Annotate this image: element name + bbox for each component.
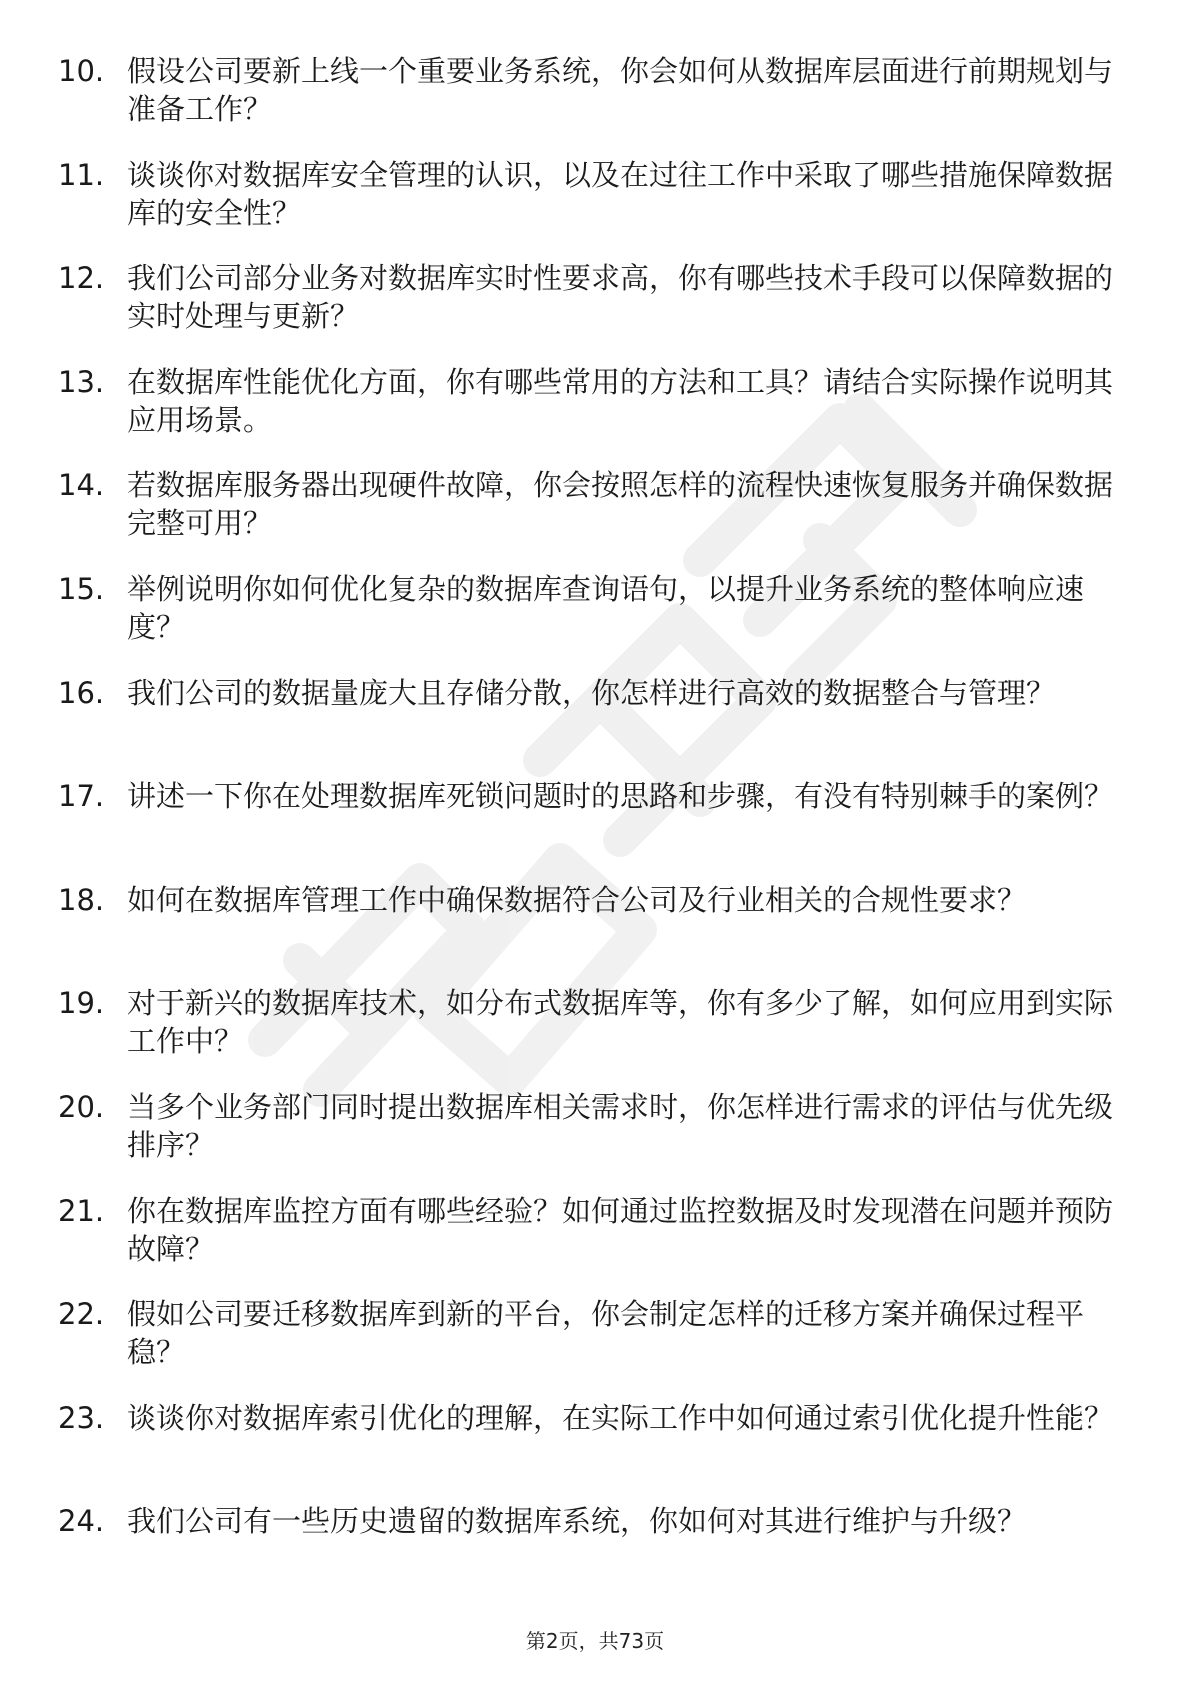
question-text: 我们公司有一些历史遗留的数据库系统，你如何对其进行维护与升级？ bbox=[127, 1504, 1027, 1539]
question-number: 19. bbox=[58, 986, 105, 1021]
list-item bbox=[0, 156, 1190, 260]
question-number: 14. bbox=[58, 468, 105, 503]
question-text: 谈谈你对数据库索引优化的理解，在实际工作中如何通过索引优化提升性能？ bbox=[127, 1400, 1114, 1435]
question-text: 我们公司部分业务对数据库实时性要求高，你有哪些技术手段可以保障数据的实时处理与更新？ bbox=[127, 261, 1114, 334]
list-item bbox=[0, 1192, 1190, 1296]
question-number: 20. bbox=[58, 1089, 105, 1124]
question-number: 21. bbox=[58, 1193, 105, 1228]
list-item bbox=[0, 674, 1190, 778]
question-number: 11. bbox=[58, 157, 105, 192]
list-item bbox=[0, 52, 1190, 156]
page-footer: 第2页，共73页 bbox=[525, 1629, 665, 1653]
question-text: 你在数据库监控方面有哪些经验？如何通过监控数据及时发现潜在问题并预防故障？ bbox=[127, 1193, 1114, 1266]
question-number: 10. bbox=[58, 54, 105, 88]
list-item bbox=[0, 570, 1190, 674]
list-item bbox=[0, 259, 1190, 363]
list-item bbox=[0, 466, 1190, 570]
list-item bbox=[0, 777, 1190, 881]
list-item bbox=[0, 1088, 1190, 1192]
question-number: 22. bbox=[58, 1297, 105, 1332]
question-text: 谈谈你对数据库安全管理的认识，以及在过往工作中采取了哪些措施保障数据库的安全性？ bbox=[127, 157, 1114, 230]
question-number: 15. bbox=[58, 571, 105, 606]
list-item bbox=[0, 1295, 1190, 1399]
question-text: 当多个业务部门同时提出数据库相关需求时，你怎样进行需求的评估与优先级排序？ bbox=[127, 1089, 1114, 1162]
question-number: 18. bbox=[58, 882, 105, 917]
question-number: 16. bbox=[58, 675, 105, 710]
question-number: 17. bbox=[58, 779, 105, 814]
question-text: 若数据库服务器出现硬件故障，你会按照怎样的流程快速恢复服务并确保数据完整可用？ bbox=[127, 468, 1114, 541]
question-text: 讲述一下你在处理数据库死锁问题时的思路和步骤，有没有特别棘手的案例？ bbox=[127, 779, 1114, 814]
question-text: 在数据库性能优化方面，你有哪些常用的方法和工具？请结合实际操作说明其应用场景。 bbox=[127, 364, 1114, 437]
list-item bbox=[0, 363, 1190, 467]
question-text: 我们公司的数据量庞大且存储分散，你怎样进行高效的数据整合与管理？ bbox=[127, 675, 1056, 710]
question-number: 12. bbox=[58, 261, 105, 296]
question-text: 假如公司要迁移数据库到新的平台，你会制定怎样的迁移方案并确保过程平稳？ bbox=[127, 1297, 1085, 1370]
list-item bbox=[0, 881, 1190, 985]
question-number: 13. bbox=[58, 364, 105, 399]
question-text: 如何在数据库管理工作中确保数据符合公司及行业相关的合规性要求？ bbox=[127, 882, 1027, 917]
list-item bbox=[0, 1502, 1190, 1606]
question-number: 23. bbox=[58, 1400, 105, 1435]
list-item bbox=[0, 1399, 1190, 1503]
question-list bbox=[0, 52, 1190, 1606]
question-number: 24. bbox=[58, 1504, 105, 1539]
question-text: 举例说明你如何优化复杂的数据库查询语句，以提升业务系统的整体响应速度？ bbox=[127, 571, 1085, 644]
question-text: 对于新兴的数据库技术，如分布式数据库等，你有多少了解，如何应用到实际工作中？ bbox=[127, 986, 1114, 1059]
question-text: 假设公司要新上线一个重要业务系统，你会如何从数据库层面进行前期规划与准备工作？ bbox=[127, 54, 1114, 126]
list-item bbox=[0, 984, 1190, 1088]
